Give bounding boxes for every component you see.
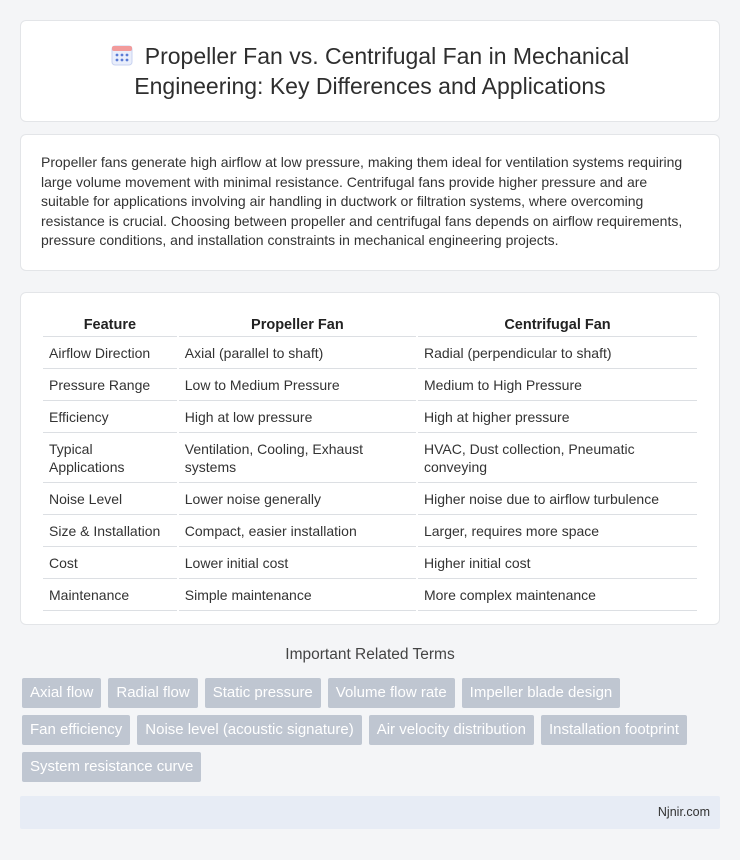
row-feature: Airflow Direction <box>43 337 177 369</box>
related-terms-heading: Important Related Terms <box>285 646 455 663</box>
row-propeller: Lower noise generally <box>179 483 416 515</box>
related-term-tag[interactable]: Static pressure <box>205 678 321 708</box>
header-centrifugal-fan: Centrifugal Fan <box>418 315 697 337</box>
related-term-tag[interactable]: System resistance curve <box>22 752 201 782</box>
related-term-tag[interactable]: Radial flow <box>108 678 197 708</box>
footer <box>20 796 720 829</box>
row-propeller: Lower initial cost <box>179 547 416 579</box>
row-centrifugal: Medium to High Pressure <box>418 369 697 401</box>
row-centrifugal: Larger, requires more space <box>418 515 697 547</box>
table-row <box>43 579 697 611</box>
intro-card <box>20 134 720 271</box>
comparison-card <box>20 292 720 625</box>
related-term-tag[interactable]: Noise level (acoustic signature) <box>137 715 361 745</box>
related-term-tag[interactable]: Impeller blade design <box>462 678 621 708</box>
row-propeller: Axial (parallel to shaft) <box>179 337 416 369</box>
header-propeller-fan: Propeller Fan <box>179 315 416 337</box>
row-feature: Pressure Range <box>43 369 177 401</box>
related-term-tag[interactable]: Air velocity distribution <box>369 715 534 745</box>
table-row <box>43 337 697 369</box>
row-centrifugal: Higher noise due to airflow turbulence <box>418 483 697 515</box>
table-row <box>43 401 697 433</box>
row-centrifugal: More complex maintenance <box>418 579 697 611</box>
title-wrap <box>60 41 680 101</box>
row-propeller: Low to Medium Pressure <box>179 369 416 401</box>
row-centrifugal: High at higher pressure <box>418 401 697 433</box>
related-term-tag[interactable]: Fan efficiency <box>22 715 130 745</box>
table-row <box>43 483 697 515</box>
table-row <box>43 547 697 579</box>
header-feature: Feature <box>43 315 177 337</box>
table-row <box>43 515 697 547</box>
row-propeller: Ventilation, Cooling, Exhaust systems <box>179 433 416 483</box>
row-feature: Efficiency <box>43 401 177 433</box>
table-row <box>43 369 697 401</box>
page-title <box>60 41 680 101</box>
related-terms-list <box>22 678 722 789</box>
calendar-icon <box>111 44 133 66</box>
row-centrifugal: Higher initial cost <box>418 547 697 579</box>
table-header-row <box>43 315 697 337</box>
row-propeller: Compact, easier installation <box>179 515 416 547</box>
table-row <box>43 433 697 483</box>
row-feature: Typical Applications <box>43 433 177 483</box>
title-card <box>20 20 720 122</box>
intro-paragraph: Propeller fans generate high airflow at low pressure, making them ideal for ventilation systems requiring large volume movement with minimal resistance. Centrifugal fans provide higher pressure and are suitable for applications involving air handling in ductwork or filtration systems, where overcoming resistance is crucial. Choosing between propeller and centrifugal fans depends on airflow requirements, pressure conditions, and installation constraints in mechanical engineering projects. <box>41 154 683 249</box>
row-feature: Cost <box>43 547 177 579</box>
row-propeller: High at low pressure <box>179 401 416 433</box>
footer-site-link[interactable]: Njnir.com <box>657 805 710 819</box>
row-feature: Maintenance <box>43 579 177 611</box>
related-term-tag[interactable]: Axial flow <box>22 678 101 708</box>
comparison-table <box>41 315 699 611</box>
related-term-tag[interactable]: Volume flow rate <box>328 678 455 708</box>
row-centrifugal: Radial (perpendicular to shaft) <box>418 337 697 369</box>
row-feature: Size & Installation <box>43 515 177 547</box>
row-feature: Noise Level <box>43 483 177 515</box>
related-term-tag[interactable]: Installation footprint <box>541 715 687 745</box>
row-centrifugal: HVAC, Dust collection, Pneumatic conveying <box>418 433 697 483</box>
page-title-text: Propeller Fan vs. Centrifugal Fan in Mechanical Engineering: Key Differences and Applications <box>134 43 630 99</box>
row-propeller: Simple maintenance <box>179 579 416 611</box>
